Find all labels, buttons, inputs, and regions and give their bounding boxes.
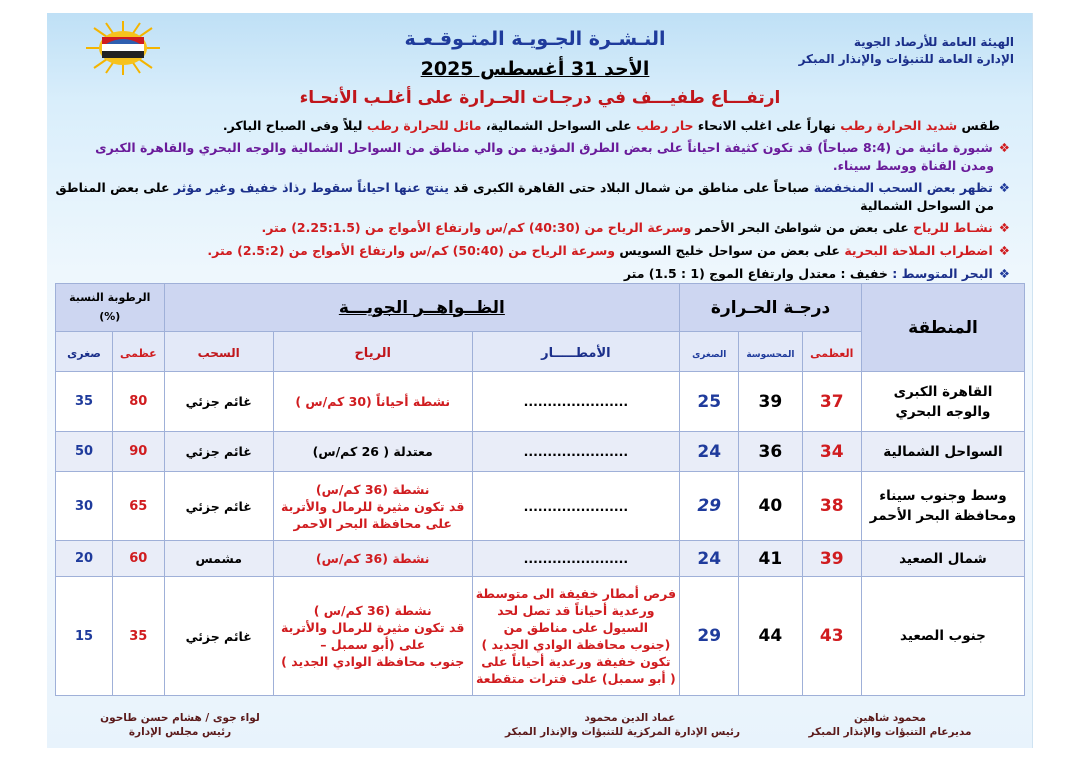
org-name-1: الهيئة العامة للأرصاد الجوية	[853, 35, 1014, 49]
rain-cell: ......................	[472, 372, 680, 432]
wind-cell: نشطة (36 كم/س ) قد تكون مثيرة للرمال والأتربة على (أبو سمبل – جنوب محافظة الوادي الجديد )	[273, 577, 472, 696]
signature-3: لواء جوى / هشام حسن طاحون رئيس مجلس الإدارة	[100, 712, 260, 738]
region-cell: القاهرة الكبرى والوجه البحري	[861, 372, 1024, 432]
sub-max: العظمى	[802, 332, 861, 372]
col-phenomena-header: الظــواهــر الجويـــة	[164, 284, 680, 332]
clouds-cell: غائم جزئي	[164, 432, 273, 472]
bullet-clouds-cont: من السواحل الشمالية	[860, 198, 994, 213]
bulletin-date: الأحد 31 أغسطس 2025	[420, 58, 650, 80]
temp-min: 24	[680, 541, 739, 577]
humidity-max: 80	[113, 372, 164, 432]
humidity-max: 90	[113, 432, 164, 472]
humidity-max: 35	[113, 577, 164, 696]
rain-cell: ......................	[472, 541, 680, 577]
wind-cell: نشطة (36 كم/س)	[273, 541, 472, 577]
sub-feels: المحسوسة	[739, 332, 802, 372]
bullet-navigation: ❖اضطراب الملاحة البحرية على بعض من سواحل خليج السويس وسرعة الرياح من (50:40) كم/س وارتفاع الأمواج من (2.5:2) متر.	[207, 243, 1010, 258]
table-row	[56, 541, 1025, 577]
table-row	[56, 472, 1025, 541]
sub-wind: الرياح	[273, 332, 472, 372]
humidity-max: 65	[113, 472, 164, 541]
bullet-med-sea: ❖البحر المتوسط : خفيف : معتدل وارتفاع الموج (1 : 1.5) متر	[623, 266, 1010, 281]
diamond-bullet-icon: ❖	[998, 140, 1010, 155]
table-row	[56, 432, 1025, 472]
sub-min: الصغرى	[680, 332, 739, 372]
temp-feels: 39	[739, 372, 802, 432]
humidity-min: 20	[56, 541, 113, 577]
sub-hum-max: عظمى	[113, 332, 164, 372]
temp-feels: 44	[739, 577, 802, 696]
col-humidity-header: الرطوبة النسبة (%)	[56, 284, 165, 332]
temp-min: 25	[680, 372, 739, 432]
clouds-cell: غائم جزئي	[164, 372, 273, 432]
region-cell: السواحل الشمالية	[861, 432, 1024, 472]
org-name-2: الإدارة العامة للتنبؤات والإنذار المبكر	[798, 52, 1014, 66]
humidity-min: 30	[56, 472, 113, 541]
temp-max: 38	[802, 472, 861, 541]
signature-1: محمود شاهين مديرعام التنبؤات والإنذار المبكر	[808, 712, 972, 738]
region-cell: جنوب الصعيد	[861, 577, 1024, 696]
humidity-min: 35	[56, 372, 113, 432]
rain-cell: ......................	[472, 472, 680, 541]
diamond-bullet-icon: ❖	[998, 266, 1010, 281]
bullet-clouds: ❖تظهر بعض السحب المنخفضة صباحاً على مناطق من شمال البلاد حتى القاهرة الكبرى قد ينتج عنها احياناً سقوط رذاذ خفيف وغير مؤثر على بعض المناطق	[55, 180, 1010, 195]
bullet-fog: ❖شبورة مائية من (8:4 صباحاً) قد تكون كثيفة احياناً على بعض الطرق المؤدية من والي مناطق من السواحل الشمالية والوجه البحري والقاهرة الكبرى	[95, 140, 1010, 155]
bullet-wind: ❖نشـاط للرياح على بعض من شواطئ البحر الأحمر وسرعة الرياح من (40:30) كم/س وارتفاع الأمواج من (2.25:1.5) متر.	[261, 220, 1010, 235]
temp-min: 24	[680, 432, 739, 472]
signature-2: عماد الدين محمود رئيس الإدارة المركزية للتنبؤات والإنذار المبكر	[504, 712, 740, 738]
col-region-header: المنطقة	[861, 284, 1024, 372]
humidity-min: 15	[56, 577, 113, 696]
headline: ارتفـــاع طفيـــف في درجـات الحـرارة على أغلـب الأنحـاء	[299, 88, 781, 108]
rain-cell: فرص أمطار خفيفة الى متوسطة ورعدية أحياناً قد تصل لحد السيول على مناطق من (جنوب محافظة الوادي الجديد ) تكون خفيفة ورعدية أحياناً على ( أبو سمبل) على فترات متقطعة	[472, 577, 680, 696]
bulletin-title: النـشـرة الجـويـة المتـوقـعـة	[404, 28, 666, 50]
wind-cell: معتدلة ( 26 كم/س)	[273, 432, 472, 472]
col-temp-header: درجـة الحـرارة	[680, 284, 862, 332]
intro-line: طقس شديد الحرارة رطب نهاراً على اغلب الانحاء حار رطب على السواحل الشمالية، مائل للحرارة رطب ليلاً وفى الصباح الباكر.	[222, 118, 1000, 133]
sub-hum-min: صغرى	[56, 332, 113, 372]
wind-cell: نشطة أحياناً (30 كم/س )	[273, 372, 472, 432]
wind-cell: نشطة (36 كم/س) قد تكون مثيرة للرمال والأتربة على محافظة البحر الاحمر	[273, 472, 472, 541]
temp-feels: 41	[739, 541, 802, 577]
temp-min: 29	[680, 472, 739, 541]
temp-max: 37	[802, 372, 861, 432]
table-row	[56, 372, 1025, 432]
humidity-min: 50	[56, 432, 113, 472]
bullet-fog-cont: ومدن القناة ووسط سيناء.	[832, 158, 994, 173]
diamond-bullet-icon: ❖	[998, 180, 1010, 195]
temp-max: 43	[802, 577, 861, 696]
temp-max: 39	[802, 541, 861, 577]
humidity-max: 60	[113, 541, 164, 577]
temp-max: 34	[802, 432, 861, 472]
rain-cell: ......................	[472, 432, 680, 472]
clouds-cell: غائم جزئي	[164, 577, 273, 696]
temp-min: 29	[680, 577, 739, 696]
diamond-bullet-icon: ❖	[998, 220, 1010, 235]
sub-clouds: السحب	[164, 332, 273, 372]
diamond-bullet-icon: ❖	[998, 243, 1010, 258]
temp-feels: 40	[739, 472, 802, 541]
clouds-cell: مشمس	[164, 541, 273, 577]
sub-rain: الأمطـــــار	[472, 332, 680, 372]
region-cell: شمال الصعيد	[861, 541, 1024, 577]
ema-logo	[82, 20, 164, 76]
temp-feels: 36	[739, 432, 802, 472]
region-cell: وسط وجنوب سيناء ومحافظة البحر الأحمر	[861, 472, 1024, 541]
forecast-table	[55, 283, 1025, 696]
table-row	[56, 577, 1025, 696]
clouds-cell: غائم جزئي	[164, 472, 273, 541]
